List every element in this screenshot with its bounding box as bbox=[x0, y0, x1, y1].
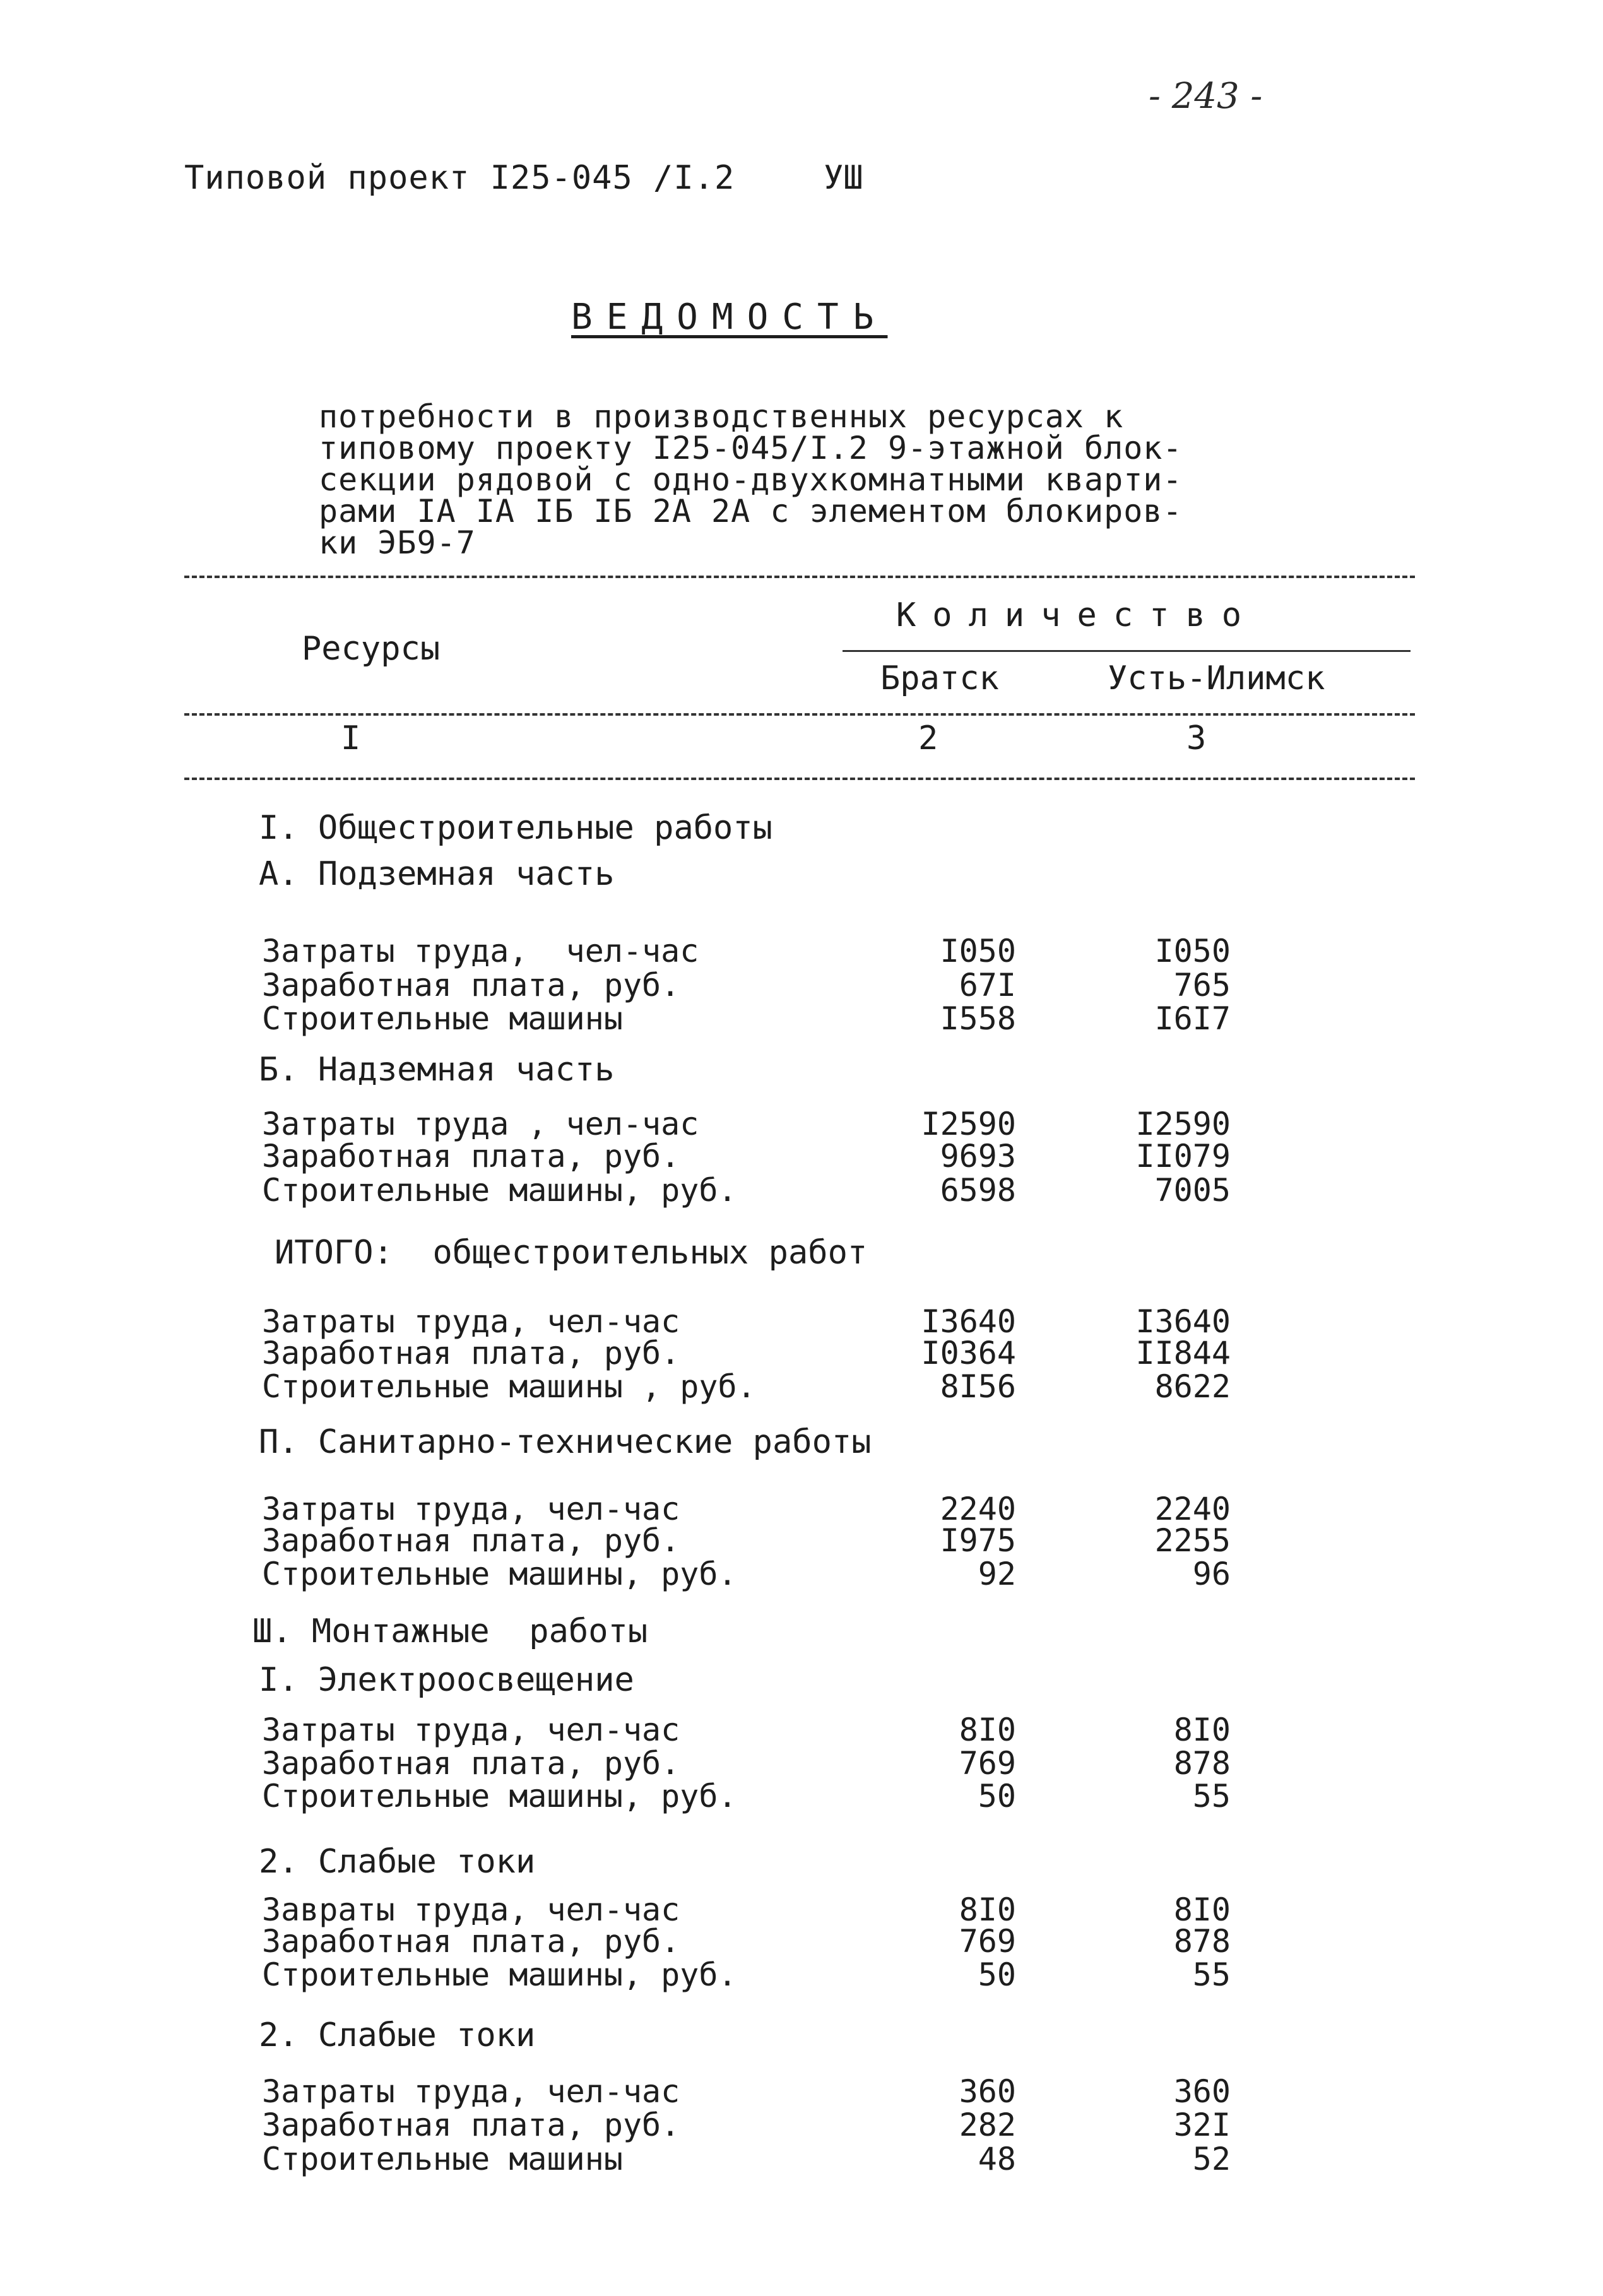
resource-row-label: Затраты труда, чел-час bbox=[262, 933, 699, 969]
value-ust-ilimsk: 765 bbox=[1173, 967, 1231, 1003]
section-mark: УШ bbox=[824, 159, 863, 197]
header-quantity: Количество bbox=[896, 596, 1258, 634]
value-bratsk: I3640 bbox=[921, 1303, 1016, 1340]
resource-row-label: Строительные машины bbox=[262, 1000, 623, 1037]
value-ust-ilimsk: 96 bbox=[1192, 1556, 1231, 1592]
value-bratsk: 92 bbox=[978, 1556, 1016, 1592]
value-ust-ilimsk: 2240 bbox=[1154, 1491, 1231, 1527]
resource-row-label: Строительные машины bbox=[262, 2141, 623, 2177]
page-number: - 243 - bbox=[1149, 76, 1263, 117]
value-ust-ilimsk: 8I0 bbox=[1173, 1891, 1231, 1928]
resource-row-label: Заработная плата, руб. bbox=[262, 967, 680, 1003]
value-bratsk: 9693 bbox=[940, 1138, 1016, 1175]
header-resources: Ресурсы bbox=[302, 630, 441, 668]
value-ust-ilimsk: 32I bbox=[1173, 2107, 1231, 2143]
section-heading: 2. Слабые токи bbox=[259, 1843, 536, 1881]
subtitle-line: рами IA IA IБ IБ 2A 2A с элементом блокиров- bbox=[319, 493, 1183, 530]
value-ust-ilimsk: I050 bbox=[1154, 933, 1231, 969]
value-bratsk: I2590 bbox=[921, 1106, 1016, 1142]
resource-row-label: Затраты труда, чел-час bbox=[262, 1712, 680, 1748]
value-bratsk: I975 bbox=[940, 1522, 1016, 1559]
value-ust-ilimsk: 52 bbox=[1192, 2141, 1231, 2177]
value-bratsk: 8I56 bbox=[940, 1368, 1016, 1405]
document-title: ВЕДОМОСТЬ bbox=[571, 297, 888, 338]
value-ust-ilimsk: I6I7 bbox=[1154, 1000, 1231, 1037]
header-col-bratsk: Братск bbox=[880, 660, 999, 697]
resource-row-label: Заработная плата, руб. bbox=[262, 1923, 680, 1960]
resource-row-label: Заработная плата, руб. bbox=[262, 1522, 680, 1559]
resource-row-label: Строительные машины, руб. bbox=[262, 1956, 737, 1993]
resource-row-label: Строительные машины, руб. bbox=[262, 1556, 737, 1592]
section-heading: I. Общестроительные работы bbox=[259, 809, 772, 847]
col-number-1: I bbox=[341, 719, 361, 757]
resource-row-label: Заработная плата, руб. bbox=[262, 2107, 680, 2143]
section-heading: Б. Надземная часть bbox=[259, 1051, 615, 1089]
value-ust-ilimsk: 878 bbox=[1173, 1745, 1231, 1782]
value-bratsk: 48 bbox=[978, 2141, 1016, 2177]
value-bratsk: 8I0 bbox=[959, 1891, 1016, 1928]
value-bratsk: 2240 bbox=[940, 1491, 1016, 1527]
value-ust-ilimsk: 8I0 bbox=[1173, 1712, 1231, 1748]
value-bratsk: 50 bbox=[978, 1778, 1016, 1814]
value-ust-ilimsk: 878 bbox=[1173, 1923, 1231, 1960]
header-bottom-divider bbox=[184, 778, 1415, 780]
value-bratsk: 769 bbox=[959, 1923, 1016, 1960]
resource-row-label: Затраты труда, чел-час bbox=[262, 1491, 680, 1527]
value-ust-ilimsk: 8622 bbox=[1154, 1368, 1231, 1405]
value-ust-ilimsk: 55 bbox=[1192, 1956, 1231, 1993]
value-ust-ilimsk: II079 bbox=[1135, 1138, 1231, 1175]
resource-row-label: Завраты труда, чел-час bbox=[262, 1891, 680, 1928]
table-top-divider bbox=[184, 576, 1415, 578]
value-bratsk: I0364 bbox=[921, 1335, 1016, 1371]
subtitle-line: ки ЭБ9-7 bbox=[319, 524, 476, 561]
subtitle-line: секции рядовой с одно-двухкомнатными кварти- bbox=[319, 461, 1183, 498]
subtitle-line: потребности в производственных ресурсах к bbox=[319, 398, 1124, 435]
header-mid-divider bbox=[184, 713, 1415, 716]
header-col-ust-ilimsk: Усть-Илимск bbox=[1108, 660, 1325, 697]
col-number-3: 3 bbox=[1186, 719, 1207, 757]
subtitle-line: типовому проекту I25-045/I.2 9-этажной блок- bbox=[319, 430, 1183, 466]
value-ust-ilimsk: 7005 bbox=[1154, 1172, 1231, 1209]
resource-row-label: Строительные машины , руб. bbox=[262, 1368, 756, 1405]
section-heading: П. Санитарно-технические работы bbox=[259, 1423, 872, 1461]
value-bratsk: 8I0 bbox=[959, 1712, 1016, 1748]
value-bratsk: I558 bbox=[940, 1000, 1016, 1037]
value-ust-ilimsk: II844 bbox=[1135, 1335, 1231, 1371]
resource-row-label: Заработная плата, руб. bbox=[262, 1335, 680, 1371]
col-number-2: 2 bbox=[918, 719, 938, 757]
value-ust-ilimsk: I2590 bbox=[1135, 1106, 1231, 1142]
value-ust-ilimsk: I3640 bbox=[1135, 1303, 1231, 1340]
resource-row-label: Затраты труда , чел-час bbox=[262, 1106, 699, 1142]
document-subtitle bbox=[319, 369, 1183, 590]
header-quantity-rule bbox=[843, 650, 1411, 652]
resource-row-label: Затраты труда, чел-час bbox=[262, 1303, 680, 1340]
value-bratsk: 360 bbox=[959, 2073, 1016, 2110]
document-header: Типовой проект I25-045 /I.2 bbox=[184, 159, 735, 197]
section-heading: I. Электроосвещение bbox=[259, 1661, 634, 1699]
value-bratsk: 67I bbox=[959, 967, 1016, 1003]
resource-row-label: Строительные машины, руб. bbox=[262, 1172, 737, 1209]
value-bratsk: 769 bbox=[959, 1745, 1016, 1782]
value-bratsk: I050 bbox=[940, 933, 1016, 969]
resource-row-label: Строительные машины, руб. bbox=[262, 1778, 737, 1814]
resource-row-label: Заработная плата, руб. bbox=[262, 1138, 680, 1175]
section-heading: 2. Слабые токи bbox=[259, 2016, 536, 2054]
section-heading: Ш. Монтажные работы bbox=[252, 1613, 648, 1650]
value-ust-ilimsk: 360 bbox=[1173, 2073, 1231, 2110]
resource-row-label: Затраты труда, чел-час bbox=[262, 2073, 680, 2110]
section-heading: А. Подземная часть bbox=[259, 855, 615, 893]
value-ust-ilimsk: 55 bbox=[1192, 1778, 1231, 1814]
value-bratsk: 50 bbox=[978, 1956, 1016, 1993]
value-ust-ilimsk: 2255 bbox=[1154, 1522, 1231, 1559]
value-bratsk: 282 bbox=[959, 2107, 1016, 2143]
section-heading: ИТОГО: общестроительных работ bbox=[275, 1234, 868, 1272]
resource-row-label: Заработная плата, руб. bbox=[262, 1745, 680, 1782]
value-bratsk: 6598 bbox=[940, 1172, 1016, 1209]
